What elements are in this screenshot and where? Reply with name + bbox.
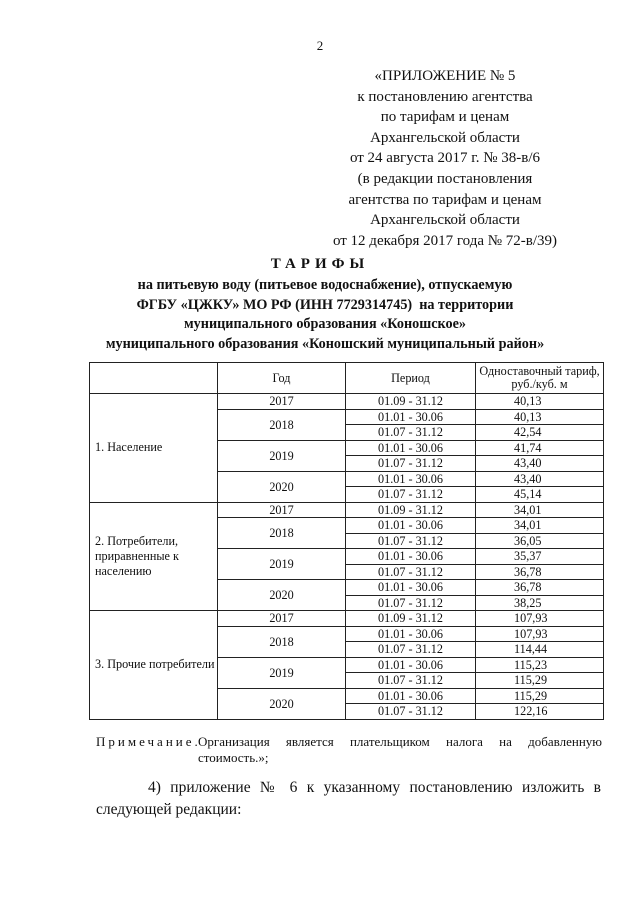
appendix-line: по тарифам и ценам [380, 109, 510, 126]
year-cell: 2018 [218, 626, 346, 657]
tariff-cell: 40,13 [476, 409, 604, 425]
subtitle-line: муниципального образования «Коношский муниципальный район» [105, 335, 545, 352]
appendix-line: от 12 декабря 2017 года № 72-в/39) [332, 232, 558, 249]
table-row [90, 394, 604, 410]
tariff-cell: 43,40 [476, 456, 604, 472]
subtitle-line: на питьевую воду (питьевое водоснабжение), отпускаемую [137, 277, 513, 293]
period-cell: 01.01 - 30.06 [346, 657, 476, 673]
table-body [90, 394, 604, 720]
year-cell: 2019 [218, 440, 346, 471]
table-header-row [90, 363, 604, 394]
header-period: Период [346, 363, 476, 394]
year-cell: 2019 [218, 549, 346, 580]
appendix-line: к постановлению агентства [357, 88, 533, 105]
year-cell: 2017 [218, 611, 346, 627]
period-cell: 01.09 - 31.12 [346, 611, 476, 627]
period-cell: 01.07 - 31.12 [346, 533, 476, 549]
period-cell: 01.07 - 31.12 [346, 642, 476, 658]
tariff-cell: 34,01 [476, 502, 604, 518]
subtitle-line: ФГБУ «ЦЖКУ» МО РФ (ИНН 7729314745) на территории [136, 296, 514, 313]
table-row [90, 611, 604, 627]
appendix-line: от 24 августа 2017 г. № 38-в/6 [349, 150, 541, 167]
tariff-cell: 107,93 [476, 626, 604, 642]
subtitle-line: муниципального образования «Коношское» [184, 316, 466, 333]
year-cell: 2020 [218, 580, 346, 611]
tariff-cell: 122,16 [476, 704, 604, 720]
tariff-cell: 36,05 [476, 533, 604, 549]
header-year: Год [218, 363, 346, 394]
period-cell: 01.07 - 31.12 [346, 456, 476, 472]
period-cell: 01.09 - 31.12 [346, 394, 476, 410]
period-cell: 01.01 - 30.06 [346, 580, 476, 596]
header-tariff: Одноставочный тариф, руб./куб. м [476, 363, 604, 394]
tariff-cell: 40,13 [476, 394, 604, 410]
period-cell: 01.07 - 31.12 [346, 564, 476, 580]
tariff-cell: 42,54 [476, 425, 604, 441]
tariff-cell: 43,40 [476, 471, 604, 487]
period-cell: 01.07 - 31.12 [346, 673, 476, 689]
appendix-line: Архангельской области [370, 129, 520, 146]
appendix-line: (в редакции постановления [357, 170, 533, 187]
tariff-cell: 35,37 [476, 549, 604, 565]
appendix-line: агентства по тарифам и ценам [348, 191, 542, 208]
period-cell: 01.07 - 31.12 [346, 425, 476, 441]
year-cell: 2020 [218, 688, 346, 719]
header-category [90, 363, 218, 394]
tariff-cell: 34,01 [476, 518, 604, 534]
period-cell: 01.01 - 30.06 [346, 409, 476, 425]
tariff-cell: 115,29 [476, 673, 604, 689]
tariff-cell: 36,78 [476, 580, 604, 596]
note-label: Примечание. [96, 734, 201, 749]
tariff-table [89, 362, 604, 720]
tariff-cell: 107,93 [476, 611, 604, 627]
year-cell: 2017 [218, 502, 346, 518]
note-text: Организация является плательщиком налога на добавленную стоимость.»; [198, 734, 602, 765]
page-number: 2 [316, 38, 324, 53]
period-cell: 01.01 - 30.06 [346, 549, 476, 565]
category-cell: 3. Прочие потребители [90, 611, 218, 720]
category-cell: 2. Потребители, приравненные к населению [90, 502, 218, 611]
year-cell: 2020 [218, 471, 346, 502]
tariff-cell: 115,23 [476, 657, 604, 673]
period-cell: 01.07 - 31.12 [346, 704, 476, 720]
year-cell: 2017 [218, 394, 346, 410]
period-cell: 01.07 - 31.12 [346, 595, 476, 611]
period-cell: 01.09 - 31.12 [346, 502, 476, 518]
appendix-line: «ПРИЛОЖЕНИЕ № 5 [374, 68, 516, 84]
appendix-header [300, 66, 590, 251]
tariff-cell: 115,29 [476, 688, 604, 704]
year-cell: 2018 [218, 409, 346, 440]
document-title: ТАРИФЫ [270, 256, 370, 272]
period-cell: 01.01 - 30.06 [346, 688, 476, 704]
period-cell: 01.01 - 30.06 [346, 440, 476, 456]
appendix-line: Архангельской области [370, 212, 520, 229]
period-cell: 01.01 - 30.06 [346, 471, 476, 487]
body-paragraph: 4) приложение № 6 к указанному постановлению изложить в следующей редакции: [96, 779, 601, 818]
period-cell: 01.01 - 30.06 [346, 518, 476, 534]
tariff-cell: 45,14 [476, 487, 604, 503]
period-cell: 01.01 - 30.06 [346, 626, 476, 642]
document-subtitle [60, 276, 590, 354]
year-cell: 2019 [218, 657, 346, 688]
table-row [90, 502, 604, 518]
tariff-cell: 41,74 [476, 440, 604, 456]
year-cell: 2018 [218, 518, 346, 549]
tariff-cell: 36,78 [476, 564, 604, 580]
category-cell: 1. Население [90, 394, 218, 503]
note [96, 734, 602, 765]
period-cell: 01.07 - 31.12 [346, 487, 476, 503]
tariff-cell: 114,44 [476, 642, 604, 658]
tariff-cell: 38,25 [476, 595, 604, 611]
